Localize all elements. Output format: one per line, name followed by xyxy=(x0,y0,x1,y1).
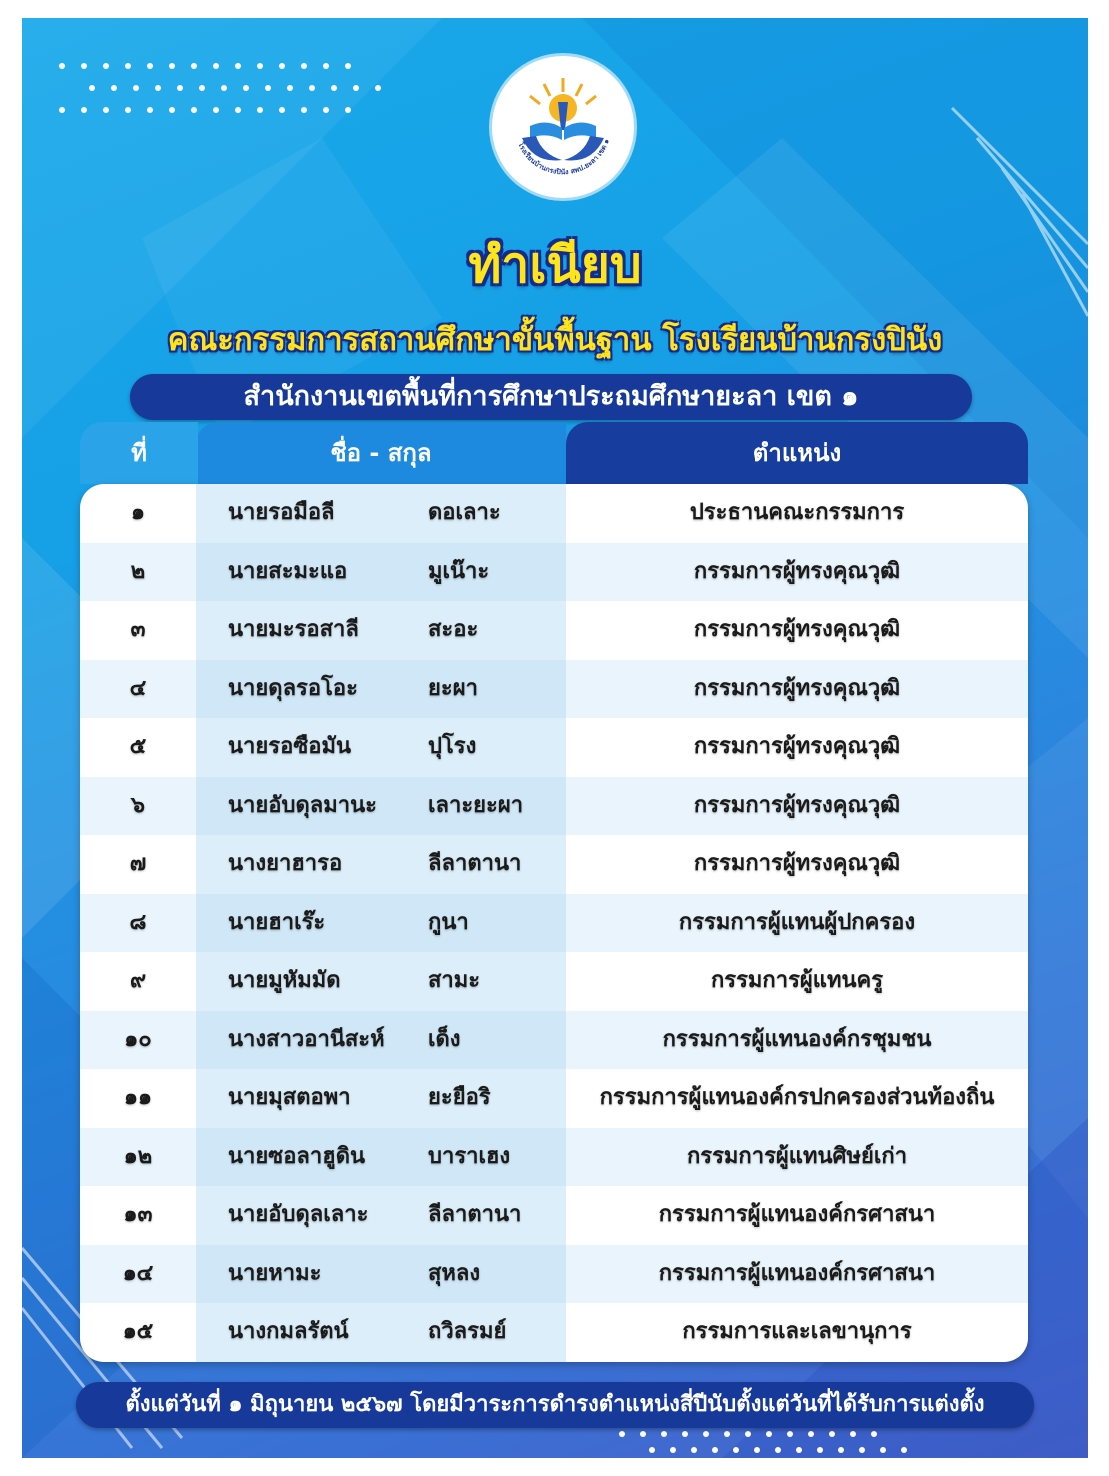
row-position: กรรมการและเลขานุการ xyxy=(682,1319,912,1345)
dot xyxy=(703,1431,709,1437)
row-first-name: นายดุลรอโอะ xyxy=(228,675,358,701)
dot xyxy=(670,1447,676,1453)
row-position: กรรมการผู้ทรงคุณวุฒิ xyxy=(693,851,901,877)
dot xyxy=(745,1431,751,1437)
row-first-name: นางสาวอานีสะห์ xyxy=(228,1026,385,1052)
dot xyxy=(59,63,65,69)
row-position: กรรมการผู้แทนครู xyxy=(710,968,884,994)
header-name: ชื่อ - สกุล xyxy=(196,422,566,484)
dot xyxy=(375,85,381,91)
row-last-name: กูนา xyxy=(428,909,469,935)
row-last-name: สามะ xyxy=(428,968,481,994)
dot xyxy=(691,1447,697,1453)
table-row xyxy=(80,601,1028,660)
row-number: ๒ xyxy=(130,558,146,584)
dot xyxy=(871,1431,877,1437)
row-position: ประธานคณะกรรมการ xyxy=(689,500,905,525)
dot-pattern-top-left xyxy=(56,58,396,128)
row-position: กรรมการผู้ทรงคุณวุฒิ xyxy=(693,792,901,818)
row-last-name: สุหลง xyxy=(428,1260,481,1286)
page-title: ทำเนียบ xyxy=(468,236,642,294)
row-position: กรรมการผู้ทรงคุณวุฒิ xyxy=(693,617,901,643)
row-last-name: ลีลาตานา xyxy=(428,851,522,877)
dot xyxy=(59,107,65,113)
row-position: กรรมการผู้ทรงคุณวุฒิ xyxy=(693,734,901,760)
row-number: ๑๓ xyxy=(123,1202,153,1228)
row-last-name: มูเน๊าะ xyxy=(428,558,490,584)
poster xyxy=(22,18,1088,1458)
dot xyxy=(817,1447,823,1453)
row-number: ๙ xyxy=(129,968,147,994)
row-last-name: เด็ง xyxy=(428,1026,461,1052)
row-first-name: นายมุสตอพา xyxy=(228,1085,351,1111)
school-logo xyxy=(492,56,634,198)
dot xyxy=(345,107,351,113)
row-first-name: นายอับดุลเลาะ xyxy=(228,1202,369,1228)
dot xyxy=(880,1447,886,1453)
table-row xyxy=(80,1011,1028,1070)
dot xyxy=(323,63,329,69)
committee-table xyxy=(80,422,1028,1368)
row-first-name: นางกมลรัตน์ xyxy=(228,1319,349,1345)
dot xyxy=(243,85,249,91)
dot xyxy=(257,107,263,113)
dot xyxy=(712,1447,718,1453)
table-row xyxy=(80,543,1028,602)
row-number: ๑ xyxy=(131,500,145,525)
dot xyxy=(133,85,139,91)
row-last-name: ลีลาตานา xyxy=(428,1202,522,1228)
row-first-name: นายรอซือมัน xyxy=(228,734,351,760)
row-number: ๔ xyxy=(129,675,147,701)
table-row xyxy=(80,777,1028,836)
table-body xyxy=(80,484,1028,1362)
table-row xyxy=(80,1069,1028,1128)
table-row xyxy=(80,660,1028,719)
dot xyxy=(754,1447,760,1453)
dot xyxy=(125,107,131,113)
dot xyxy=(619,1431,625,1437)
logo-ring-text: โรงเรียนบ้านกรงปินัง สพป.ยะลา เขต ๑ xyxy=(516,138,611,177)
dot xyxy=(279,63,285,69)
dot xyxy=(829,1431,835,1437)
dot xyxy=(111,85,117,91)
dot xyxy=(287,85,293,91)
dot xyxy=(323,107,329,113)
row-first-name: นายรอมือลี xyxy=(228,500,335,525)
row-number: ๑๒ xyxy=(123,1143,153,1169)
row-position: กรรมการผู้ทรงคุณวุฒิ xyxy=(693,558,901,584)
row-number: ๗ xyxy=(129,851,147,877)
dot xyxy=(169,107,175,113)
row-last-name: ยะยือริ xyxy=(428,1085,491,1111)
row-last-name: บาราเฮง xyxy=(428,1143,511,1169)
dot xyxy=(640,1431,646,1437)
row-last-name: ปุโรง xyxy=(428,734,477,760)
dot xyxy=(191,107,197,113)
office-banner: สำนักงานเขตพื้นที่การศึกษาประถมศึกษายะลา เขต ๑ xyxy=(130,374,972,420)
dot xyxy=(103,107,109,113)
dot xyxy=(345,63,351,69)
table-row xyxy=(80,894,1028,953)
row-number: ๑๔ xyxy=(122,1260,154,1286)
page-subtitle: คณะกรรมการสถานศึกษาขั้นพื้นฐาน โรงเรียนบ้านกรงปินัง xyxy=(167,322,943,358)
dot xyxy=(301,63,307,69)
dot xyxy=(147,63,153,69)
table-row xyxy=(80,1128,1028,1187)
dot xyxy=(808,1431,814,1437)
row-position: กรรมการผู้แทนองค์กรศาสนา xyxy=(658,1202,936,1228)
dot xyxy=(177,85,183,91)
dot xyxy=(89,85,95,91)
dot xyxy=(661,1431,667,1437)
row-last-name: ยะผา xyxy=(428,675,478,701)
table-row xyxy=(80,1186,1028,1245)
row-number: ๑๑ xyxy=(124,1085,152,1111)
row-number: ๓ xyxy=(130,617,146,643)
header-position: ตำแหน่ง xyxy=(566,422,1028,484)
dot xyxy=(169,63,175,69)
row-position: กรรมการผู้แทนองค์กรปกครองส่วนท้องถิ่น xyxy=(599,1085,995,1111)
dot xyxy=(213,107,219,113)
row-last-name: ดอเลาะ xyxy=(428,500,501,525)
dot xyxy=(353,85,359,91)
row-number: ๘ xyxy=(129,909,147,935)
table-row xyxy=(80,718,1028,777)
dot xyxy=(147,107,153,113)
row-first-name: นายสะมะแอ xyxy=(228,558,348,584)
dot xyxy=(859,1447,865,1453)
header-number: ที่ xyxy=(80,422,198,484)
table-row xyxy=(80,1245,1028,1304)
row-last-name: สะอะ xyxy=(428,617,479,643)
dot xyxy=(103,63,109,69)
row-last-name: เลาะยะผา xyxy=(428,792,524,818)
footer-note: ตั้งแต่วันที่ ๑ มิถุนายน ๒๕๖๗ โดยมีวาระการดำรงตำแหน่งสี่ปีนับตั้งแต่วันที่ได้รับการแต่งตั้ง xyxy=(76,1382,1034,1428)
table-row xyxy=(80,484,1028,543)
row-first-name: นายอับดุลมานะ xyxy=(228,792,377,818)
dot xyxy=(191,63,197,69)
row-last-name: ถวิลรมย์ xyxy=(428,1319,507,1345)
dot xyxy=(235,63,241,69)
dot xyxy=(125,63,131,69)
dot xyxy=(81,107,87,113)
dot xyxy=(733,1447,739,1453)
dot xyxy=(838,1447,844,1453)
dot xyxy=(796,1447,802,1453)
dot xyxy=(724,1431,730,1437)
row-first-name: นายฮาเร๊ะ xyxy=(228,909,326,935)
dot xyxy=(850,1431,856,1437)
row-position: กรรมการผู้แทนศิษย์เก่า xyxy=(686,1143,908,1169)
row-first-name: นางยาฮารอ xyxy=(228,851,343,877)
row-position: กรรมการผู้ทรงคุณวุฒิ xyxy=(693,675,901,701)
table-row xyxy=(80,1303,1028,1362)
dot xyxy=(301,107,307,113)
dot xyxy=(787,1431,793,1437)
row-position: กรรมการผู้แทนผู้ปกครอง xyxy=(678,909,916,935)
row-first-name: นายซอลาฮูดิน xyxy=(228,1143,366,1169)
dot xyxy=(331,85,337,91)
dot xyxy=(775,1447,781,1453)
dot xyxy=(221,85,227,91)
dot xyxy=(155,85,161,91)
dot xyxy=(649,1447,655,1453)
row-number: ๕ xyxy=(129,734,147,760)
dot xyxy=(265,85,271,91)
table-row xyxy=(80,952,1028,1011)
dot-pattern-bottom-right xyxy=(612,1428,932,1458)
school-emblem-icon xyxy=(492,56,634,198)
dot xyxy=(901,1447,907,1453)
dot xyxy=(235,107,241,113)
row-position: กรรมการผู้แทนองค์กรศาสนา xyxy=(658,1260,936,1286)
dot xyxy=(309,85,315,91)
table-row xyxy=(80,835,1028,894)
row-first-name: นายหามะ xyxy=(228,1260,322,1286)
dot xyxy=(766,1431,772,1437)
row-position: กรรมการผู้แทนองค์กรชุมชน xyxy=(662,1026,932,1052)
row-number: ๑๕ xyxy=(122,1319,154,1345)
dot xyxy=(213,63,219,69)
row-first-name: นายมูหัมมัด xyxy=(228,968,341,994)
dot xyxy=(81,63,87,69)
dot xyxy=(257,63,263,69)
row-number: ๖ xyxy=(131,792,145,818)
row-number: ๑๐ xyxy=(124,1026,152,1052)
row-first-name: นายมะรอสาลี xyxy=(228,617,359,643)
dot xyxy=(682,1431,688,1437)
dot xyxy=(279,107,285,113)
dot xyxy=(199,85,205,91)
